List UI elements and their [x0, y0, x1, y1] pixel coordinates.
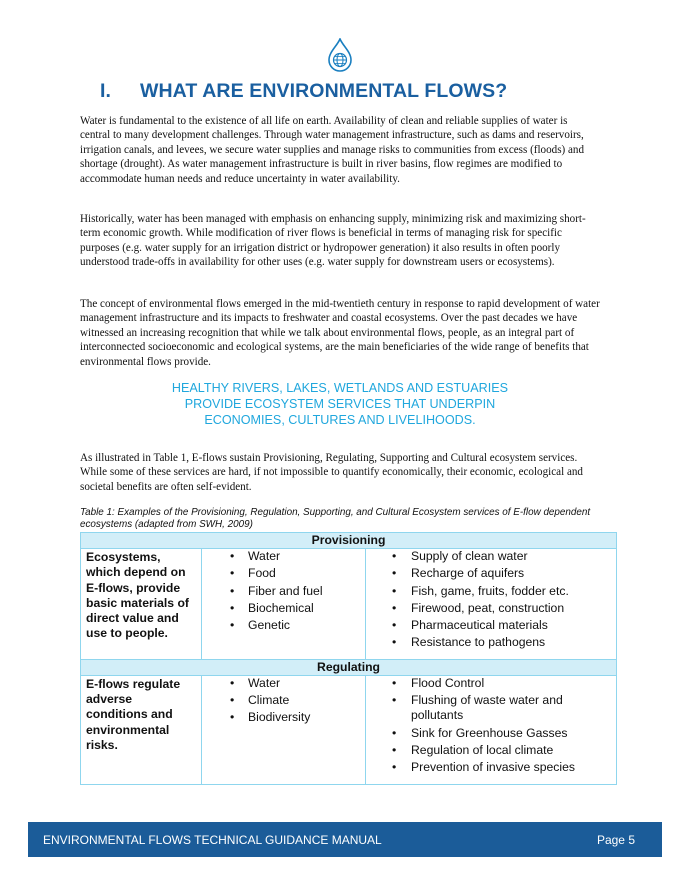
list-item: • Climate	[230, 693, 290, 708]
list-item: • Prevention of invasive species	[392, 760, 575, 775]
ecosystem-services-table	[80, 532, 617, 785]
pull-quote-line: HEALTHY RIVERS, LAKES, WETLANDS AND ESTUARIES	[171, 381, 509, 395]
bullet: •	[230, 675, 235, 690]
regulating-description: E-flows regulate adverse conditions and environmental risks.	[81, 675, 202, 784]
provisioning-description: Ecosystems, which depend on E-flows, provide basic materials of direct value and use to people.	[81, 549, 202, 660]
bullet: •	[392, 725, 397, 740]
list-item: • Fish, game, fruits, fodder etc.	[392, 583, 569, 598]
bullet: •	[230, 618, 235, 633]
list-item: • Resistance to pathogens	[392, 635, 546, 650]
bullet: •	[392, 618, 397, 633]
list-item: • Firewood, peat, construction	[392, 600, 565, 615]
bullet: •	[230, 566, 235, 581]
list-item: • Water	[230, 675, 281, 690]
bullet: •	[392, 583, 397, 598]
pull-quote	[120, 380, 560, 428]
bullet: •	[392, 635, 397, 650]
list-item: • Water	[230, 549, 281, 563]
bullet: •	[230, 549, 235, 563]
list-item: • Regulation of local climate	[392, 742, 554, 757]
section-heading	[100, 80, 620, 103]
bullet: •	[230, 600, 235, 615]
list-item: • Flood Control	[392, 675, 485, 690]
page-number: Page 5	[596, 833, 635, 847]
regulating-categories	[202, 675, 366, 784]
list-item: • Sink for Greenhouse Gasses	[392, 725, 568, 740]
list-item: • Biodiversity	[230, 710, 311, 725]
page-footer	[28, 822, 662, 857]
list-item: • Food	[230, 566, 276, 581]
bullet: •	[392, 566, 397, 581]
section-header-regulating: Regulating	[81, 659, 617, 675]
paragraph-table-intro: As illustrated in Table 1, E-flows sustain Provisioning, Regulating, Supporting and Cultural ecosystem services. While some of these services are hard, if not impossible to quantify economically, their economic, ecological and societal benefits are often self-evident.	[80, 452, 583, 493]
footer-title: ENVIRONMENTAL FLOWS TECHNICAL GUIDANCE MANUAL	[43, 833, 382, 847]
bullet: •	[230, 583, 235, 598]
list-item: • Supply of clean water	[392, 549, 528, 563]
list-item: • Fiber and fuel	[230, 583, 323, 598]
table-row	[81, 675, 617, 784]
pull-quote-line: PROVIDE ECOSYSTEM SERVICES THAT UNDERPIN	[184, 397, 496, 411]
paragraph-intro: Water is fundamental to the existence of all life on earth. Availability of clean and reliable supplies of water is central to many development challenges. Through water management infrastructure, such as dams and reservoirs, irrigation canals, and levees, we secure water supplies and manage risks to communities from excess (floods) and shortage (drought). As water management infrastructure is built in river basins, flow regimes are modified to accommodate human needs and reduce uncertainty in water availability.	[80, 115, 584, 185]
list-item: • Pharmaceutical materials	[392, 618, 548, 633]
list-item: • Biochemical	[230, 600, 314, 615]
paragraph-concept: The concept of environmental flows emerged in the mid-twentieth century in response to rapid development of water management infrastructure and its impacts to freshwater and coastal ecosystems. Over the past decades we have witnessed an increasing recognition that while we talk about environmental flows, people, as an integral part of interconnected socioeconomic and ecological systems, are the main beneficiaries of the wide range of benefits that environmental flows provide.	[80, 298, 600, 368]
bullet: •	[392, 760, 397, 775]
regulating-examples	[366, 675, 617, 784]
list-item: • Recharge of aquifers	[392, 566, 525, 581]
list-item: • Flushing of waste water and pollutants	[392, 693, 563, 723]
bullet: •	[230, 710, 235, 725]
bullet: •	[230, 693, 235, 708]
list-item: • Genetic	[230, 618, 291, 633]
bullet: •	[392, 742, 397, 757]
section-header-provisioning: Provisioning	[81, 533, 617, 549]
table-row	[81, 549, 617, 660]
bullet: •	[392, 549, 397, 563]
paragraph-history: Historically, water has been managed with emphasis on enhancing supply, minimizing risk and maximizing short-term economic growth. While modification of river flows is beneficial in terms of managing risk for specific purposes (e.g. water supply for an irrigation district or hydropower generation) it also results in often poorly understood trade-offs in availability for other uses (e.g. water supply for downstream users or ecosystems).	[80, 213, 586, 269]
provisioning-categories	[202, 549, 366, 660]
section-number: I.	[100, 80, 112, 102]
table-caption: Table 1: Examples of the Provisioning, Regulation, Supporting, and Cultural Ecosystem services of E-flow dependent ecosystems (adapted from SWH, 2009)	[80, 507, 591, 530]
bullet: •	[392, 600, 397, 615]
bullet: •	[392, 693, 397, 708]
bullet: •	[392, 675, 397, 690]
water-drop-globe-icon	[327, 38, 353, 72]
section-title: WHAT ARE ENVIRONMENTAL FLOWS?	[140, 80, 508, 102]
provisioning-examples	[366, 549, 617, 660]
pull-quote-line: ECONOMIES, CULTURES AND LIVELIHOODS.	[204, 413, 476, 427]
